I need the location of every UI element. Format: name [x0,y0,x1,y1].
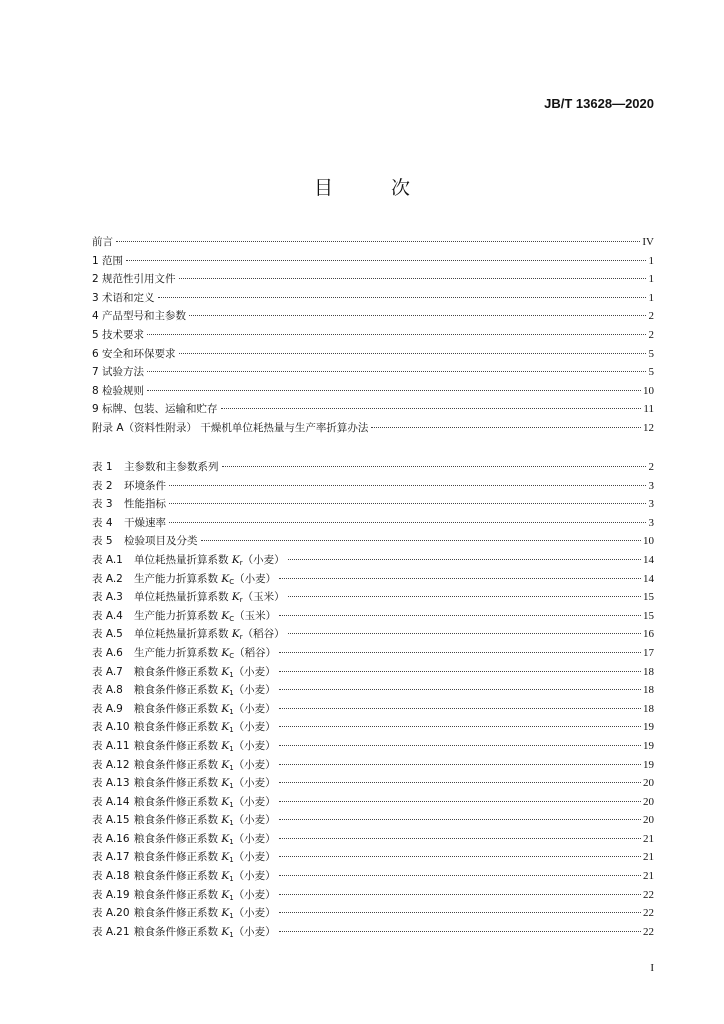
toc-table-entry[interactable] [92,867,654,886]
coefficient-subscript: C [229,614,235,623]
coefficient-subscript: 1 [229,893,234,902]
toc-leader-dots [371,427,641,428]
coefficient-symbol: K [221,646,230,659]
toc-table-label [92,867,276,886]
toc-table-label [92,570,276,589]
toc-leader-dots [279,745,641,746]
coefficient-symbol: K [221,702,230,715]
coefficient-symbol: K [221,665,230,678]
table-number: 表 A.4 [92,609,123,622]
table-crop: （小麦） [233,721,276,734]
toc-table-page: 18 [643,702,654,715]
table-crop: （小麦） [233,870,276,883]
table-title: 粮食条件修正系数 [134,851,222,864]
toc-table-page: 10 [643,535,654,548]
toc-leader-dots [279,615,641,616]
coefficient-symbol: K [221,907,230,920]
table-number: 表 A.8 [92,684,123,697]
coefficient-subscript: 1 [229,912,234,921]
toc-leader-dots [126,260,646,261]
toc-table-entry[interactable] [92,495,654,514]
toc-table-label [92,886,276,905]
toc-leader-dots [158,297,646,298]
table-number: 表 2 [92,479,113,492]
coefficient-subscript: 1 [229,707,234,716]
toc-table-page: 22 [643,925,654,938]
toc-leader-dots [279,671,641,672]
table-title: 干燥速率 [124,516,166,529]
toc-table-label [92,923,276,942]
table-number: 表 A.3 [92,591,123,604]
toc-leader-dots [288,633,641,634]
table-title: 主参数和主参数系列 [124,461,219,473]
coefficient-symbol: K [221,814,230,827]
table-number: 表 A.21 [92,925,130,938]
toc-table-page: 18 [643,665,654,678]
table-title: 生产能力折算系数 [134,646,222,659]
table-number: 表 4 [92,516,113,529]
toc-entry[interactable] [92,382,654,401]
toc-table-page: 16 [643,628,654,641]
toc-table-entry[interactable] [92,532,654,551]
toc-entry-page: 11 [643,403,654,416]
toc-table-page: 19 [643,758,654,771]
toc-table-page: 19 [643,721,654,734]
toc-leader-dots [116,241,640,242]
toc-table-label [92,588,285,607]
toc-table-label [92,830,276,849]
toc-entry-label: 6 安全和环保要求 [92,347,176,360]
toc-table-entry[interactable] [92,848,654,867]
standard-code: JB/T 13628—2020 [544,96,654,111]
toc-table-label [92,514,166,533]
toc-leader-dots [222,466,647,467]
table-number: 表 A.11 [92,739,130,752]
toc-table-entry[interactable] [92,700,654,719]
toc-table-entry[interactable] [92,663,654,682]
coefficient-subscript: 1 [229,875,234,884]
toc-entry-label: 9 标牌、包装、运输和贮存 [92,403,218,416]
coefficient-symbol: K [221,572,230,585]
coefficient-subscript: 1 [229,670,234,679]
toc-entry[interactable] [92,307,654,326]
table-title: 粮食条件修正系数 [134,758,222,771]
toc-leader-dots [279,801,641,802]
table-number: 表 A.19 [92,888,130,901]
table-title: 粮食条件修正系数 [134,814,222,827]
coefficient-subscript: 1 [229,763,234,772]
toc-entry[interactable] [92,326,654,345]
toc-table-page: 20 [643,795,654,808]
table-title: 粮食条件修正系数 [134,739,222,752]
table-title: 粮食条件修正系数 [134,870,222,883]
toc-table-entry[interactable] [92,904,654,923]
table-crop: （稻谷） [242,628,285,641]
toc-table-label [92,551,285,570]
toc-table-page: 15 [643,609,654,622]
toc-leader-dots [201,540,642,541]
toc-table-entry[interactable] [92,570,654,589]
toc-table-label [92,663,276,682]
toc-leader-dots [279,819,641,820]
table-number: 表 A.14 [92,795,130,808]
toc-leader-dots [279,652,641,653]
table-number: 表 5 [92,535,113,548]
toc-entry-label: 附录 A（资料性附录） 干燥机单位耗热量与生产率折算办法 [92,421,369,434]
coefficient-symbol: K [221,684,230,697]
toc-table-page: 21 [643,851,654,864]
toc-leader-dots [279,838,641,839]
toc-table-entry[interactable] [92,718,654,737]
toc-table-page: 20 [643,814,654,827]
coefficient-symbol: K [221,609,230,622]
toc-table-entry[interactable] [92,737,654,756]
toc-table-label [92,774,276,793]
table-crop: （小麦） [233,907,276,920]
table-crop: （小麦） [242,553,285,566]
coefficient-subscript: 1 [229,689,234,698]
table-crop: （玉米） [242,591,285,604]
toc-leader-dots [189,315,646,316]
toc-leader-dots [147,390,641,391]
toc-table-label [92,811,276,830]
coefficient-symbol: K [231,628,240,641]
page-number: I [650,962,654,974]
toc-table-label [92,793,276,812]
toc-table-page: 2 [648,461,654,473]
table-title: 粮食条件修正系数 [134,795,222,808]
toc-entry-page: 10 [643,384,654,397]
table-crop: （小麦） [233,665,276,678]
table-title: 粮食条件修正系数 [134,684,222,697]
toc-table-page: 22 [643,888,654,901]
coefficient-subscript: C [229,651,235,660]
coefficient-symbol: K [221,851,230,864]
toc-table-page: 21 [643,832,654,845]
toc-leader-dots [179,353,646,354]
coefficient-subscript: 1 [229,726,234,735]
toc-table-page: 3 [648,498,654,511]
toc-table-label [92,625,285,644]
toc-table-entry[interactable] [92,830,654,849]
toc-table-label [92,477,166,496]
toc-entry[interactable] [92,400,654,419]
table-number: 表 A.7 [92,665,123,678]
toc-leader-dots [279,894,641,895]
coefficient-subscript: 1 [229,856,234,865]
toc-leader-dots [279,856,641,857]
table-title: 性能指标 [124,498,166,511]
toc-leader-dots [169,522,646,523]
table-title: 粮食条件修正系数 [134,665,222,678]
toc-table-page: 15 [643,591,654,604]
table-crop: （小麦） [233,684,276,697]
toc-entry[interactable] [92,252,654,271]
toc-table-label [92,718,276,737]
toc-table-page: 3 [648,516,654,529]
table-number: 表 A.10 [92,721,130,734]
table-number: 表 A.5 [92,628,123,641]
toc-leader-dots [279,782,641,783]
coefficient-symbol: K [221,758,230,771]
coefficient-symbol: K [221,795,230,808]
toc-table-entry[interactable] [92,514,654,533]
coefficient-subscript: 1 [229,837,234,846]
toc-table-page: 21 [643,870,654,883]
table-crop: （小麦） [233,925,276,938]
toc-entry-page: 12 [643,421,654,434]
table-crop: （小麦） [233,739,276,752]
toc-entry-page: 5 [648,347,654,360]
toc-entry-page: 1 [648,273,654,286]
toc-table-label [92,458,219,477]
toc-table-entry[interactable] [92,774,654,793]
table-crop: （小麦） [233,814,276,827]
coefficient-symbol: K [221,832,230,845]
table-title: 粮食条件修正系数 [134,832,222,845]
toc-leader-dots [279,726,641,727]
table-crop: （小麦） [233,795,276,808]
table-title: 生产能力折算系数 [134,572,222,585]
toc-entry-page: 1 [648,291,654,304]
table-number: 表 3 [92,498,113,511]
coefficient-subscript: r [239,633,243,642]
page-title: 目 次 [313,177,437,199]
table-title: 粮食条件修正系数 [134,721,222,734]
toc-entry-label: 前言 [92,236,113,248]
toc-entry-page: 2 [648,310,654,323]
toc-entry[interactable] [92,345,654,364]
table-title: 单位耗热量折算系数 [134,553,232,566]
table-crop: （玉米） [234,609,277,622]
table-crop: （小麦） [233,888,276,901]
table-number: 表 A.18 [92,870,130,883]
table-number: 表 A.12 [92,758,130,771]
toc-leader-dots [179,278,646,279]
coefficient-subscript: 1 [229,782,234,791]
table-number: 表 A.2 [92,572,123,585]
toc-entry[interactable] [92,270,654,289]
toc-table-page: 3 [648,479,654,492]
toc-table-entry[interactable] [92,625,654,644]
coefficient-symbol: K [231,591,240,604]
table-number: 表 A.20 [92,907,130,920]
coefficient-subscript: r [239,596,243,605]
table-number: 表 A.1 [92,553,123,566]
table-crop: （小麦） [233,702,276,715]
table-title: 单位耗热量折算系数 [134,591,232,604]
toc-table-entry[interactable] [92,923,654,942]
table-title: 单位耗热量折算系数 [134,628,232,641]
table-number: 表 A.9 [92,702,123,715]
toc-leader-dots [169,485,646,486]
toc-table-entry[interactable] [92,886,654,905]
toc-table-label [92,644,276,663]
toc-tables-list [92,458,654,941]
toc-table-label [92,681,276,700]
toc-table-page: 14 [643,553,654,566]
coefficient-subscript: r [239,558,243,567]
coefficient-symbol: K [221,777,230,790]
coefficient-symbol: K [221,721,230,734]
toc-entry-label: 2 规范性引用文件 [92,273,176,286]
table-title: 环境条件 [124,479,166,492]
toc-entry-label: 1 范围 [92,254,124,267]
table-number: 表 A.16 [92,832,130,845]
table-crop: （小麦） [233,851,276,864]
table-title: 粮食条件修正系数 [134,907,222,920]
toc-table-entry[interactable] [92,477,654,496]
toc-entry[interactable] [92,233,654,252]
toc-leader-dots [279,931,641,932]
toc-leader-dots [279,578,641,579]
toc-table-label [92,607,276,626]
toc-leader-dots [288,559,641,560]
toc-table-entry[interactable] [92,588,654,607]
table-title: 粮食条件修正系数 [134,702,222,715]
coefficient-subscript: 1 [229,930,234,939]
toc-table-label [92,904,276,923]
coefficient-subscript: 1 [229,800,234,809]
toc-sections-list [92,233,654,438]
toc-table-label [92,848,276,867]
coefficient-symbol: K [221,870,230,883]
toc-table-label [92,756,276,775]
coefficient-symbol: K [221,925,230,938]
table-number: 表 A.13 [92,777,130,790]
table-number: 表 A.15 [92,814,130,827]
toc-entry[interactable] [92,419,654,438]
toc-entry-label: 7 试验方法 [92,366,145,379]
coefficient-subscript: 1 [229,744,234,753]
toc-table-label [92,700,276,719]
table-crop: （稻谷） [234,646,277,659]
toc-table-entry[interactable] [92,644,654,663]
toc-table-page: 22 [643,907,654,920]
toc-leader-dots [279,764,641,765]
toc-table-label [92,495,166,514]
toc-table-entry[interactable] [92,681,654,700]
table-title: 粮食条件修正系数 [134,925,222,938]
table-crop: （小麦） [233,758,276,771]
table-title: 粮食条件修正系数 [134,888,222,901]
toc-table-page: 20 [643,777,654,790]
toc-table-entry[interactable] [92,756,654,775]
toc-leader-dots [147,334,646,335]
toc-entry-page: 2 [648,328,654,341]
toc-entry-page: 1 [648,254,654,267]
toc-leader-dots [279,708,641,709]
toc-leader-dots [221,408,642,409]
toc-table-entry[interactable] [92,793,654,812]
coefficient-symbol: K [231,553,240,566]
toc-entry-label: 3 术语和定义 [92,291,155,304]
coefficient-symbol: K [221,739,230,752]
toc-leader-dots [288,596,641,597]
table-number: 表 A.17 [92,851,130,864]
toc-entry-label: 5 技术要求 [92,328,145,341]
toc-entry-page: IV [642,236,654,248]
toc-table-entry[interactable] [92,551,654,570]
toc-entry-label: 4 产品型号和主参数 [92,310,187,323]
toc-leader-dots [279,875,641,876]
toc-table-label [92,737,276,756]
table-crop: （小麦） [233,777,276,790]
coefficient-symbol: K [221,888,230,901]
table-title: 生产能力折算系数 [134,609,222,622]
toc-leader-dots [147,371,646,372]
toc-table-page: 18 [643,684,654,697]
toc-table-page: 14 [643,572,654,585]
table-crop: （小麦） [234,572,277,585]
table-crop: （小麦） [233,832,276,845]
coefficient-subscript: 1 [229,819,234,828]
table-title: 检验项目及分类 [124,535,198,548]
toc-entry[interactable] [92,363,654,382]
coefficient-subscript: C [229,577,235,586]
table-number: 表 1 [92,461,113,473]
toc-entry-page: 5 [648,366,654,379]
toc-leader-dots [169,503,646,504]
table-title: 粮食条件修正系数 [134,777,222,790]
toc-leader-dots [279,912,641,913]
toc-table-page: 17 [643,646,654,659]
table-number: 表 A.6 [92,646,123,659]
toc-leader-dots [279,689,641,690]
toc-table-entry[interactable] [92,811,654,830]
toc-table-entry[interactable] [92,607,654,626]
toc-entry-label: 8 检验规则 [92,384,145,397]
toc-table-entry[interactable] [92,458,654,477]
toc-table-page: 19 [643,739,654,752]
toc-entry[interactable] [92,289,654,308]
toc-table-label [92,532,198,551]
